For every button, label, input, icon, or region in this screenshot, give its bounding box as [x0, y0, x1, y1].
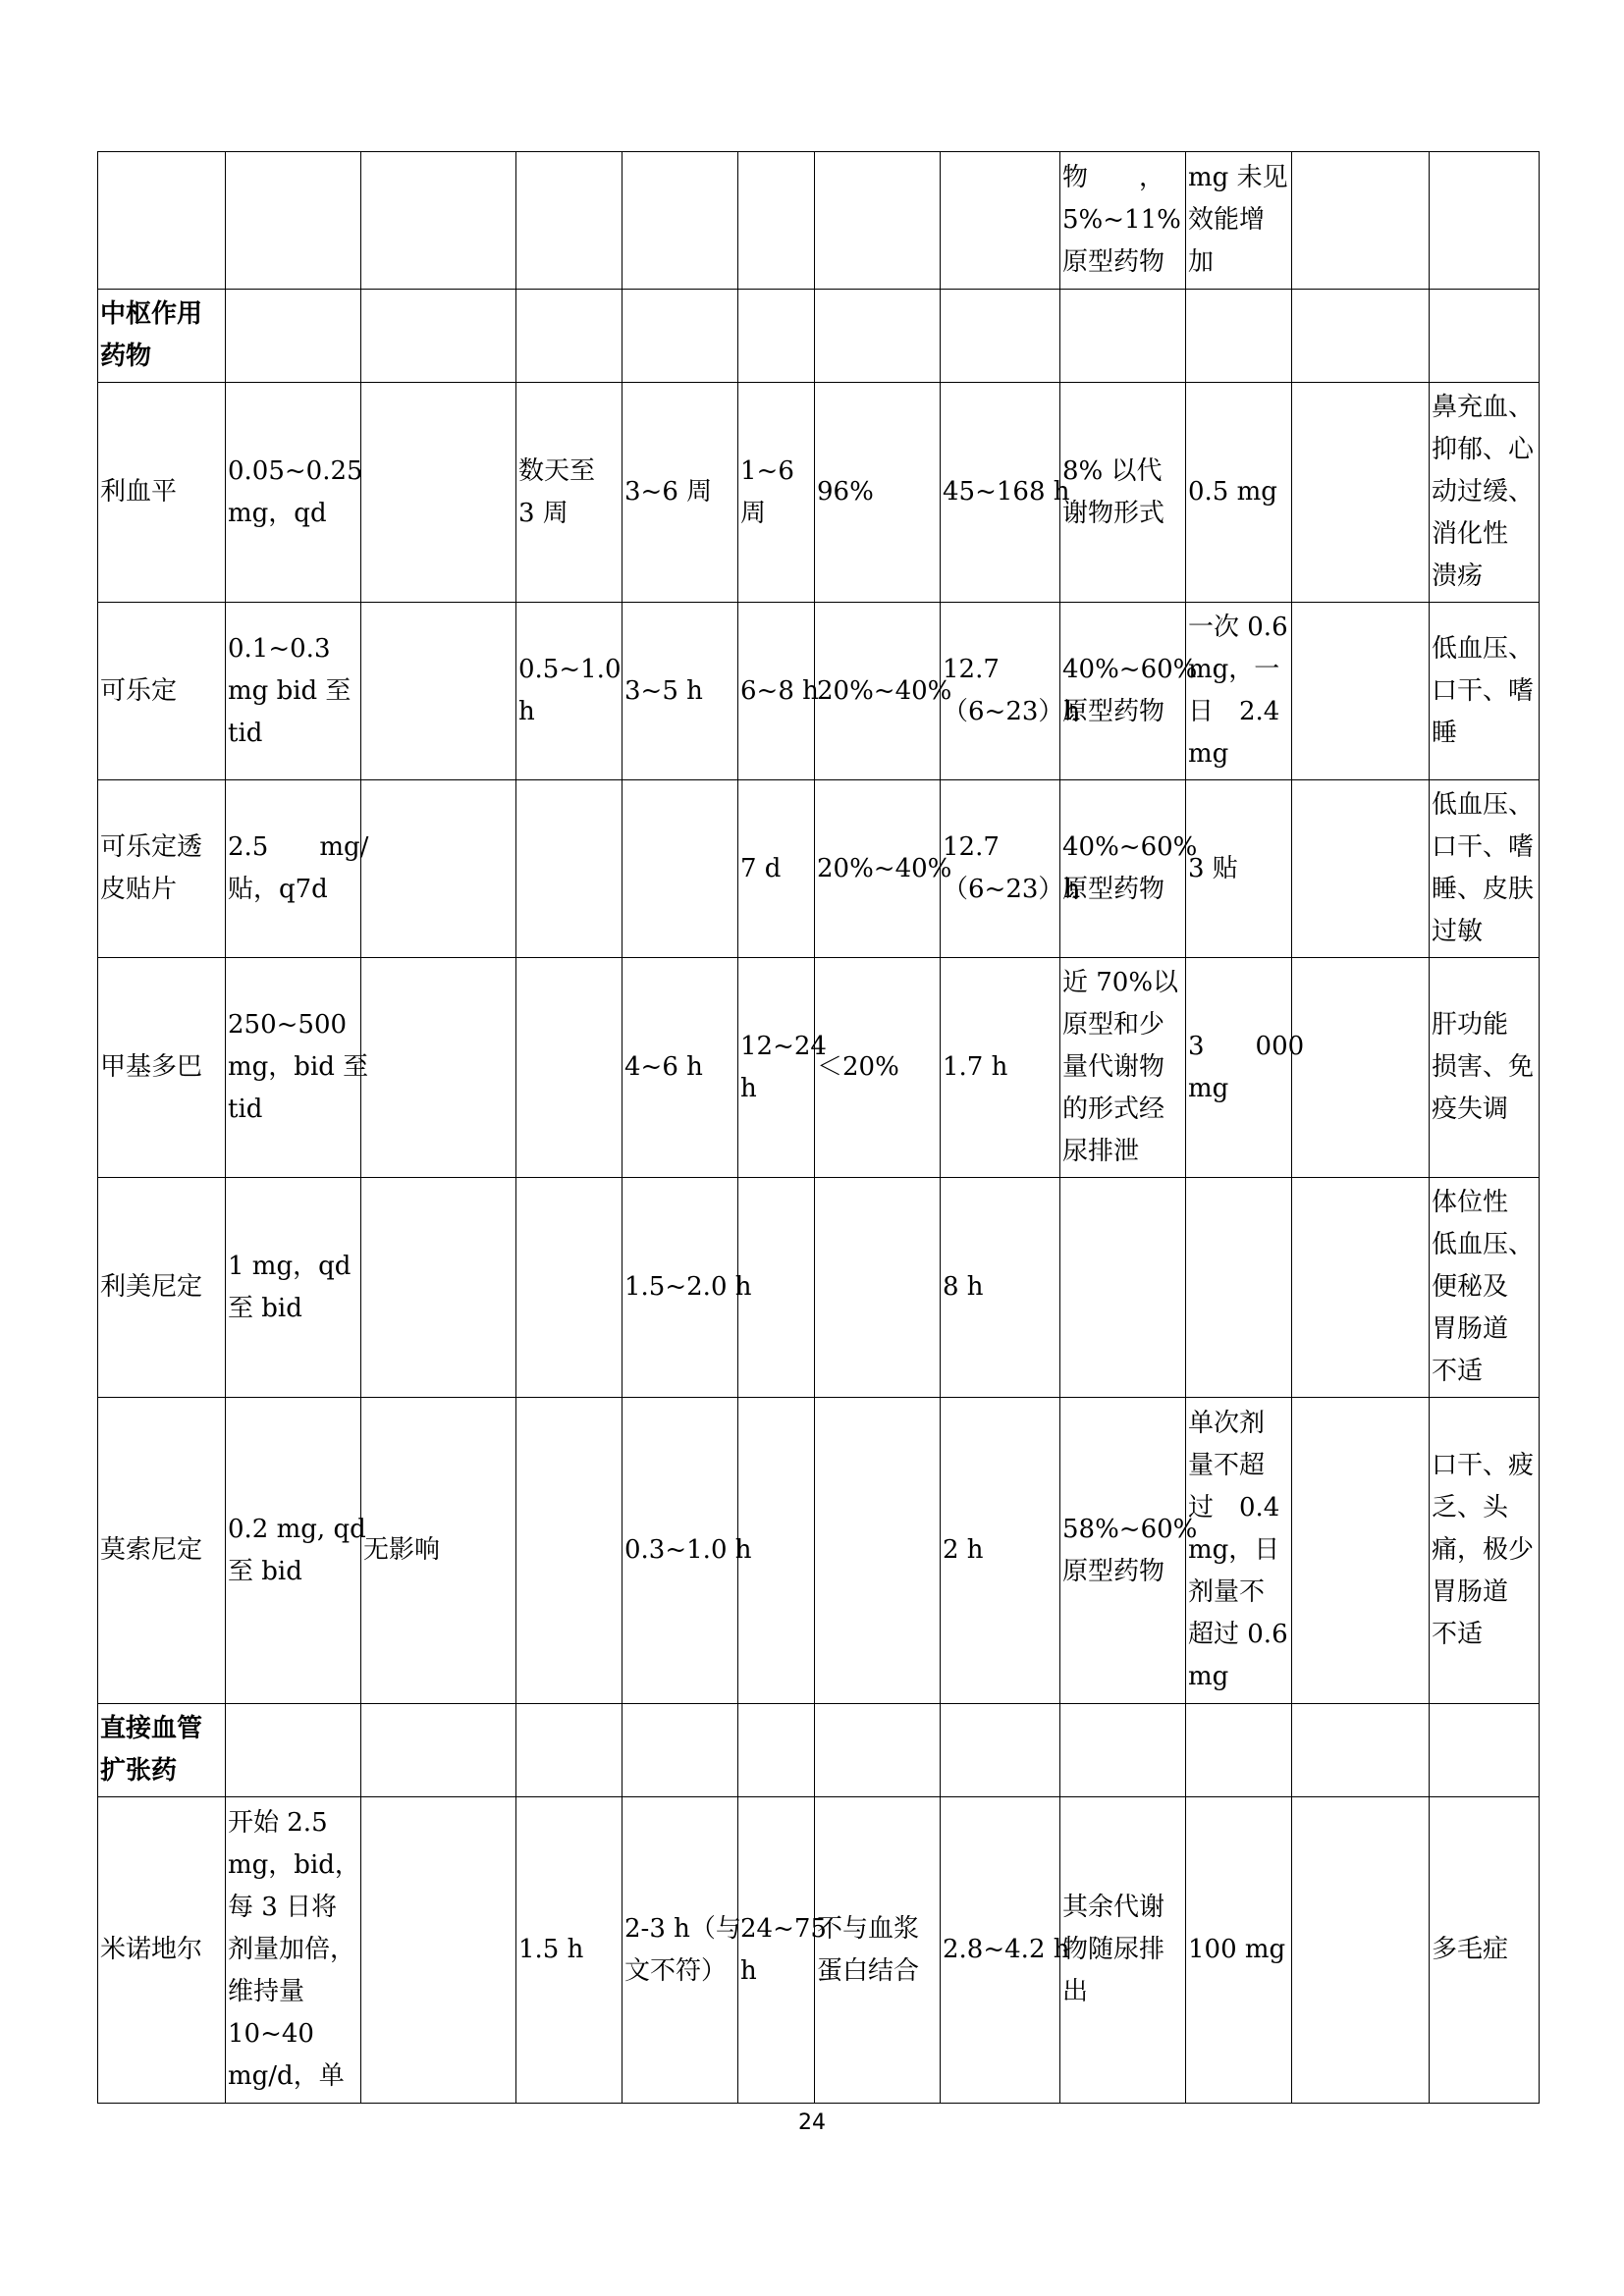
table-row — [98, 1797, 1540, 2104]
cell-line: 至 bid — [228, 1556, 302, 1586]
cell-line: 45~168 h — [943, 477, 1070, 507]
table-cell — [1060, 1797, 1186, 2104]
table-cell — [815, 1797, 941, 2104]
table-cell — [1060, 958, 1186, 1178]
cell-line: mg — [1188, 1662, 1229, 1691]
table-cell — [738, 152, 815, 290]
table-cell — [226, 383, 361, 603]
table-cell — [1430, 152, 1540, 290]
cell-line: 睡、皮肤 — [1432, 875, 1535, 904]
table-cell — [738, 383, 815, 603]
cell-line: 剂量加倍， — [228, 1935, 356, 1964]
cell-line: mg，bid 至 — [228, 1052, 369, 1082]
cell-line: 2.5 mg/ — [228, 832, 369, 862]
cell-line: 药物 — [100, 342, 152, 371]
cell-line: 体位性 — [1432, 1188, 1509, 1217]
cell-line: mg，bid， — [228, 1850, 360, 1880]
cell-line: 抑郁、心 — [1432, 435, 1535, 464]
section-header-row — [98, 1704, 1540, 1797]
table-cell — [1186, 290, 1292, 383]
table-cell — [1060, 152, 1186, 290]
cell-line: 不适 — [1432, 1620, 1484, 1649]
cell-line: 开始 2.5 — [228, 1808, 328, 1838]
table-cell — [623, 383, 738, 603]
table-cell — [516, 290, 623, 383]
cell-line: 4~6 h — [624, 1052, 703, 1082]
cell-line: 1.5~2.0 h — [624, 1272, 752, 1302]
table-cell — [226, 603, 361, 780]
table-cell — [361, 1704, 516, 1797]
cell-line: 贴，q7d — [228, 875, 328, 904]
section-header-row — [98, 290, 1540, 383]
cell-line: 无影响 — [363, 1535, 441, 1565]
cell-line: 24~75 — [740, 1913, 827, 1944]
table-cell — [623, 1178, 752, 1398]
table-cell — [738, 958, 827, 1178]
cell-line: 原型药物 — [1062, 247, 1165, 277]
cell-line: 疫失调 — [1432, 1095, 1509, 1124]
table-cell — [1430, 383, 1540, 603]
cell-line: 3 贴 — [1188, 853, 1238, 883]
cell-line: 原型药物 — [1062, 1556, 1165, 1586]
table-cell — [815, 1398, 941, 1704]
table-row — [98, 1178, 1540, 1398]
cell-line: 莫索尼定 — [100, 1535, 203, 1565]
cell-line: 蛋白结合 — [817, 1955, 920, 1986]
table-cell — [1186, 1178, 1292, 1398]
table-cell — [941, 780, 1081, 958]
cell-line: 12.7 — [943, 832, 1000, 862]
cell-line: 8 h — [943, 1272, 984, 1302]
cell-line: 过敏 — [1432, 917, 1484, 946]
cell-line: 可乐定透 — [100, 832, 203, 862]
cell-line: 鼻充血、 — [1432, 393, 1535, 422]
table-cell — [226, 958, 369, 1178]
table-cell — [1430, 603, 1540, 780]
table-cell — [623, 152, 738, 290]
cell-line: 40%~60% — [1062, 832, 1198, 862]
row-label-cell — [98, 780, 226, 958]
cell-line: 米诺地尔 — [100, 1935, 203, 1964]
table-cell — [361, 383, 516, 603]
table-cell — [1292, 603, 1430, 780]
cell-line: 原型和少 — [1062, 1010, 1165, 1040]
cell-line: 原型药物 — [1062, 697, 1165, 726]
cell-line: 20%~40% — [817, 675, 952, 706]
cell-line: 8% 以代 — [1062, 455, 1163, 486]
table-cell — [1186, 1704, 1292, 1797]
row-label-cell — [98, 603, 226, 780]
table-cell — [1186, 383, 1292, 603]
table-cell — [1292, 1398, 1430, 1704]
table-cell — [1186, 1398, 1292, 1704]
cell-line: 58%~60% — [1062, 1514, 1198, 1544]
table-row — [98, 383, 1540, 603]
cell-line: 一次 0.6 — [1188, 613, 1288, 642]
table-cell — [623, 603, 738, 780]
table-cell — [1060, 603, 1198, 780]
cell-line: 1.7 h — [943, 1052, 1008, 1082]
cell-line: mg — [1188, 739, 1229, 769]
table-cell — [1430, 1398, 1540, 1704]
row-label-cell — [98, 1178, 226, 1398]
cell-line: 便秘及 — [1432, 1272, 1509, 1302]
table-cell — [1060, 1704, 1186, 1797]
table-cell — [516, 1398, 623, 1704]
table-cell — [361, 958, 516, 1178]
table-cell — [1292, 1797, 1430, 2104]
cell-line: 每 3 日将 — [228, 1893, 338, 1922]
table-cell — [1060, 780, 1198, 958]
cell-line: 加 — [1188, 247, 1215, 277]
table-cell — [1292, 958, 1430, 1178]
cell-line: 数天至 — [518, 455, 596, 486]
cell-line: 其余代谢 — [1062, 1893, 1165, 1922]
cell-line: 40%~60% — [1062, 655, 1198, 684]
cell-line: mg，日 — [1188, 1535, 1280, 1565]
cell-line: 7 d — [740, 853, 782, 883]
cell-line: 口干、嗜 — [1432, 675, 1535, 706]
table-cell — [361, 1398, 516, 1704]
cell-line: mg — [1188, 1073, 1229, 1103]
table-cell — [623, 780, 738, 958]
cell-line: 皮贴片 — [100, 875, 178, 904]
table-row — [98, 958, 1540, 1178]
table-cell — [815, 383, 941, 603]
table-cell — [738, 1797, 827, 2104]
cell-line: mg，qd — [228, 498, 327, 528]
cell-line: 乏、头 — [1432, 1493, 1509, 1522]
table-cell — [516, 958, 623, 1178]
cell-line: 6~8 h — [740, 675, 819, 706]
table-cell — [226, 780, 369, 958]
cell-line: 文不符） — [624, 1955, 728, 1986]
table-row — [98, 1398, 1540, 1704]
table-cell — [226, 1704, 361, 1797]
cell-line: 0.1~0.3 — [228, 633, 331, 664]
table-cell — [226, 152, 361, 290]
cell-line: 口干、嗜 — [1432, 832, 1535, 862]
cell-line: 剂量不 — [1188, 1577, 1266, 1607]
table-cell — [226, 290, 361, 383]
table-body — [98, 152, 1540, 2104]
cell-line: mg/d，单 — [228, 2061, 345, 2091]
cell-line: 12~24 — [740, 1031, 827, 1061]
table-cell — [623, 1797, 741, 2104]
cell-line: 物随尿排 — [1062, 1935, 1165, 1964]
table-cell — [361, 1797, 516, 2104]
cell-line: 肝功能 — [1432, 1010, 1509, 1040]
table-cell — [361, 603, 516, 780]
table-cell — [1186, 958, 1305, 1178]
table-cell — [815, 1704, 941, 1797]
cell-line: 2 h — [943, 1535, 984, 1565]
table-cell — [1430, 1704, 1540, 1797]
cell-line: 尿排泄 — [1062, 1137, 1140, 1166]
cell-line: 100 mg — [1188, 1935, 1286, 1964]
cell-line: 3 000 — [1188, 1031, 1305, 1061]
cell-line: 日 2.4 — [1188, 697, 1280, 726]
table-cell — [361, 1178, 516, 1398]
cell-line: （6~23）h — [943, 697, 1081, 726]
table-cell — [941, 958, 1060, 1178]
table-cell — [941, 1178, 1060, 1398]
table-cell — [1060, 1398, 1198, 1704]
table-cell — [1186, 780, 1292, 958]
row-label-cell — [98, 152, 226, 290]
cell-line: tid — [228, 718, 263, 748]
table-cell — [361, 780, 516, 958]
cell-line: 20%~40% — [817, 853, 952, 883]
table-cell — [1430, 1797, 1540, 2104]
cell-line: 周 — [740, 498, 767, 528]
table-cell — [1292, 152, 1430, 290]
table-cell — [226, 1178, 361, 1398]
table-cell — [738, 780, 815, 958]
cell-line: h — [740, 1955, 757, 1986]
cell-line: 1~6 — [740, 455, 794, 486]
cell-line: 可乐定 — [100, 675, 178, 706]
cell-line: mg，一 — [1188, 655, 1280, 684]
table-cell — [1292, 383, 1430, 603]
cell-line: mg bid 至 — [228, 675, 352, 706]
cell-line: 低血压、 — [1432, 633, 1535, 664]
cell-line: 0.5 mg — [1188, 477, 1277, 507]
table-cell — [941, 383, 1070, 603]
table-cell — [516, 780, 623, 958]
table-cell — [1292, 1178, 1430, 1398]
cell-line: 0.05~0.25 — [228, 455, 363, 486]
table-cell — [815, 958, 941, 1178]
cell-line: 的形式经 — [1062, 1095, 1165, 1124]
cell-line: 0.3~1.0 h — [624, 1535, 752, 1565]
table-cell — [1060, 290, 1186, 383]
table-cell — [516, 152, 623, 290]
table-row — [98, 780, 1540, 958]
table-cell — [1186, 1797, 1292, 2104]
row-label-cell — [98, 290, 226, 383]
table-cell — [941, 1704, 1060, 1797]
table-cell — [226, 1797, 361, 2104]
table-cell — [815, 290, 941, 383]
cell-line: 2-3 h（与 — [624, 1913, 741, 1944]
cell-line: 单次剂 — [1188, 1409, 1266, 1438]
cell-line: 中枢作用 — [100, 299, 203, 329]
cell-line: 利血平 — [100, 477, 178, 507]
cell-line: tid — [228, 1095, 263, 1124]
cell-line: 12.7 — [943, 655, 1000, 684]
cell-line: 维持量 — [228, 1977, 305, 2006]
cell-line: 250~500 — [228, 1010, 348, 1040]
cell-line: h — [518, 697, 535, 726]
cell-line: 口干、疲 — [1432, 1451, 1535, 1480]
table-cell — [941, 1398, 1060, 1704]
table-cell — [1430, 290, 1540, 383]
cell-line: 0.5~1.0 — [518, 655, 622, 684]
table-cell — [738, 290, 815, 383]
table-cell — [361, 152, 516, 290]
table-cell — [941, 603, 1081, 780]
cell-line: 2.8~4.2 h — [943, 1935, 1070, 1964]
table-cell — [1430, 1178, 1540, 1398]
cell-line: 扩张药 — [100, 1756, 178, 1786]
cell-line: 动过缓、 — [1432, 477, 1535, 507]
table-cell — [1186, 603, 1292, 780]
cell-line: 3 周 — [518, 498, 568, 528]
table-cell — [738, 1704, 815, 1797]
cell-line: 10~40 — [228, 2019, 314, 2049]
table-cell — [1430, 958, 1540, 1178]
cell-line: 出 — [1062, 1977, 1089, 2006]
table-cell — [941, 152, 1060, 290]
table-cell — [1186, 152, 1292, 290]
row-label-cell — [98, 383, 226, 603]
cell-line: 低血压、 — [1432, 1230, 1535, 1259]
cell-line: （6~23）h — [943, 875, 1081, 904]
table-cell — [1292, 1704, 1430, 1797]
cell-line: 不与血浆 — [817, 1913, 920, 1944]
cell-line: 不适 — [1432, 1357, 1484, 1386]
table-cell — [941, 290, 1060, 383]
cell-line: 多毛症 — [1432, 1935, 1509, 1964]
cell-line: 5%~11% — [1062, 205, 1181, 235]
row-label-cell — [98, 1704, 226, 1797]
table-cell — [623, 958, 738, 1178]
cell-line: 直接血管 — [100, 1714, 203, 1743]
table-cell — [738, 603, 819, 780]
table-cell — [516, 383, 623, 603]
table-cell — [815, 603, 952, 780]
table-cell — [1060, 1178, 1186, 1398]
table-cell — [815, 152, 941, 290]
cell-line: h — [740, 1073, 757, 1103]
cell-line: 3~5 h — [624, 675, 703, 706]
table-row — [98, 603, 1540, 780]
cell-line: 近 70%以 — [1062, 968, 1179, 997]
cell-line: 超过 0.6 — [1188, 1620, 1288, 1649]
cell-line: 损害、免 — [1432, 1052, 1535, 1082]
cell-line: 1.5 h — [518, 1935, 584, 1964]
table-row — [98, 152, 1540, 290]
cell-line: 胃肠道 — [1432, 1577, 1509, 1607]
cell-line: ＜20% — [817, 1052, 899, 1082]
table-cell — [623, 290, 738, 383]
cell-line: 消化性 — [1432, 519, 1509, 549]
table-cell — [361, 290, 516, 383]
cell-line: 痛，极少 — [1432, 1535, 1535, 1565]
table-cell — [815, 1178, 941, 1398]
cell-line: 甲基多巴 — [100, 1052, 203, 1082]
cell-line: 效能增 — [1188, 205, 1266, 235]
cell-line: 量不超 — [1188, 1451, 1266, 1480]
cell-line: 过 0.4 — [1188, 1493, 1280, 1522]
cell-line: 溃疡 — [1432, 561, 1484, 591]
table-cell — [941, 1797, 1070, 2104]
row-label-cell — [98, 1398, 226, 1704]
cell-line: 96% — [817, 477, 874, 507]
table-cell — [516, 1704, 623, 1797]
cell-line: 利美尼定 — [100, 1272, 203, 1302]
cell-line: 至 bid — [228, 1293, 302, 1323]
table-cell — [1292, 290, 1430, 383]
table-cell — [1430, 780, 1540, 958]
table-cell — [623, 1398, 752, 1704]
cell-line: 谢物形式 — [1062, 498, 1165, 528]
table-cell — [516, 1178, 623, 1398]
table-cell — [1060, 383, 1186, 603]
table-cell — [226, 1398, 366, 1704]
cell-line: mg 未见 — [1188, 163, 1288, 192]
cell-line: 原型药物 — [1062, 875, 1165, 904]
cell-line: 3~6 周 — [624, 477, 713, 507]
page-number: 24 — [798, 2110, 826, 2135]
cell-line: 物 ， — [1062, 163, 1165, 192]
cell-line: 0.2 mg, qd — [228, 1514, 366, 1544]
cell-line: 睡 — [1432, 718, 1458, 748]
drug-table — [97, 151, 1540, 2104]
table-cell — [516, 1797, 623, 2104]
table-cell — [1292, 780, 1430, 958]
table-cell — [516, 603, 623, 780]
row-label-cell — [98, 958, 226, 1178]
cell-line: 胃肠道 — [1432, 1314, 1509, 1344]
cell-line: 低血压、 — [1432, 790, 1535, 820]
cell-line: 量代谢物 — [1062, 1052, 1165, 1082]
cell-line: 1 mg，qd — [228, 1251, 352, 1281]
table-cell — [623, 1704, 738, 1797]
row-label-cell — [98, 1797, 226, 2104]
table-cell — [815, 780, 952, 958]
